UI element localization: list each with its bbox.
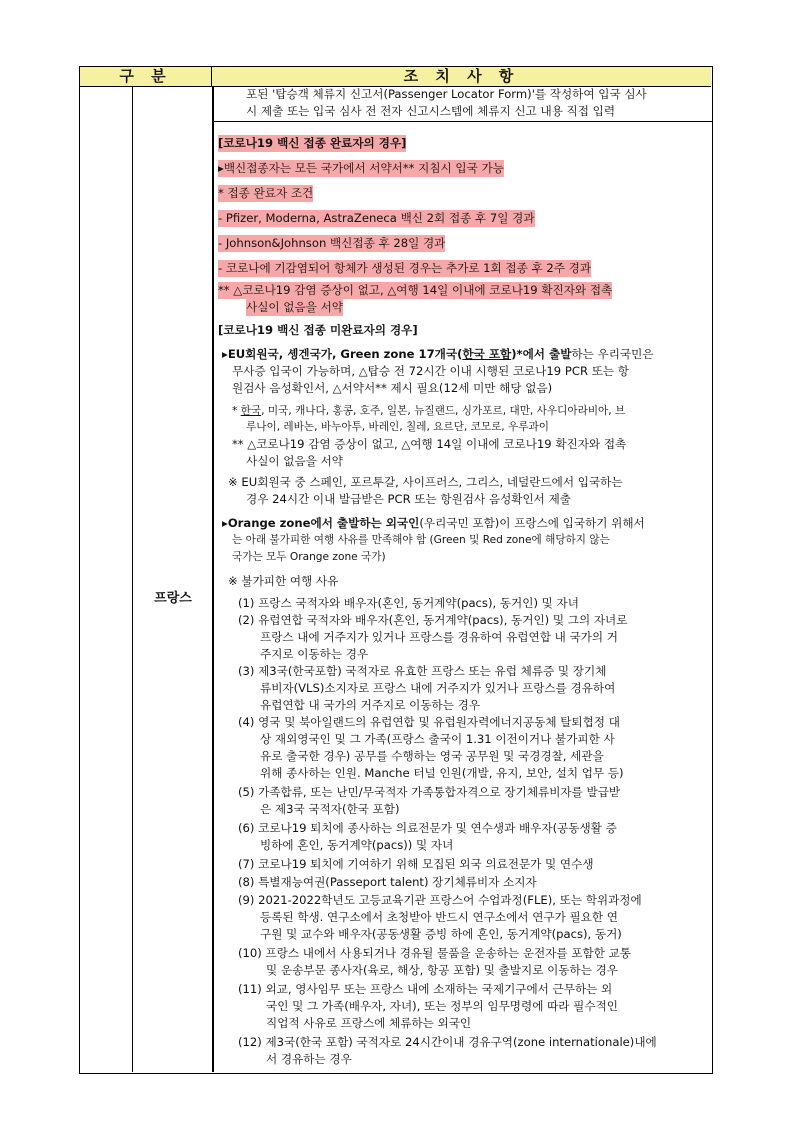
vaccinated-line-2: * 접종 완료자 조건 bbox=[218, 186, 314, 200]
top-line-1: 포된 '탑승객 체류지 신고서(Passenger Locator Form)'를 작성하여 입국 심사 bbox=[246, 87, 647, 101]
vaccinated-line-1: ▸백신접종자는 모든 국가에서 서약서** 지침시 입국 가능 bbox=[218, 161, 504, 175]
reason-line: (3) 제3국(한국포함) 국적자로 유효한 프랑스 또는 유럽 체류증 및 장기체 bbox=[238, 664, 607, 678]
orange-line-1-rest: (우리국민 포함)이 프랑스에 입국하기 위해서 bbox=[419, 516, 645, 530]
eu-line-1-rest: 하는 우리국민은 bbox=[571, 347, 654, 361]
reason-line: 유로 출국한 경우) 공무를 수행하는 영국 공무원 및 국경경찰, 세관을 bbox=[260, 749, 604, 763]
country-list-line-2: 루나이, 레바논, 바누아투, 바레인, 칠레, 요르단, 코모로, 우루과이 bbox=[246, 421, 549, 433]
reason-line: (8) 특별재능여권(Passeport talent) 장기체류비자 소지자 bbox=[238, 875, 537, 889]
eu-line-1 bbox=[222, 346, 654, 363]
country-list-star: * bbox=[232, 405, 241, 417]
reason-line: 직업적 사유로 프랑스에 체류하는 외국인 bbox=[266, 1016, 472, 1030]
vaccinated-line-5: - 코로나에 기감염되어 항체가 생성된 경우는 추가로 1회 접종 후 2주 경과 bbox=[218, 261, 592, 275]
reason-line: (12) 제3국(한국 포함) 국적자로 24시간이내 경유구역(zone internationale)내에 bbox=[238, 1035, 657, 1049]
vaccinated-line-4: - Johnson&Johnson 백신접종 후 28일 경과 bbox=[218, 236, 446, 250]
vaccinated-line-6: ** △코로나19 감염 증상이 없고, △여행 14일 이내에 코로나19 확진자와 접촉 bbox=[218, 283, 613, 297]
pledge-line-1: ** △코로나19 감염 증상이 없고, △여행 14일 이내에 코로나19 확진자와 접촉 bbox=[232, 437, 627, 451]
eu-note-line-1: ※ EU회원국 중 스페인, 포르투갈, 사이프러스, 그리스, 네덜란드에서 입국하는 bbox=[228, 475, 623, 489]
orange-line-1-bold: ▸Orange zone에서 출발하는 외국인 bbox=[222, 516, 420, 530]
reason-line: (9) 2021-2022학년도 고등교육기관 프랑스어 수업과정(FLE), 또는 학위과정에 bbox=[238, 893, 642, 907]
reason-line: 주지로 이동하는 경우 bbox=[260, 647, 369, 661]
reason-line: (5) 가족합류, 또는 난민/무국적자 가족통합자격으로 장기체류비자를 발급받 bbox=[238, 785, 621, 799]
reason-line: (2) 유럽연합 국적자와 배우자(혼인, 동거계약(pacs), 동거인) 및 그의 자녀로 bbox=[238, 613, 628, 627]
reason-line: 위해 종사하는 인원. Manche 터널 인원(개발, 유지, 보안, 설치 업무 등) bbox=[260, 766, 624, 780]
eu-line-2: 무사증 입국이 가능하며, △탑승 전 72시간 이내 시행된 코로나19 PCR 또는 항 bbox=[232, 364, 629, 378]
header-category: 구 분 bbox=[80, 67, 212, 87]
eu-line-1-bold-a: ▸EU회원국, 솅겐국가, Green zone 17개국( bbox=[222, 347, 463, 361]
reason-line: 류비자(VLS)소지자로 프랑스 내에 거주지가 있거나 프랑스를 경유하여 bbox=[260, 681, 616, 695]
reason-line: (4) 영국 및 북아일랜드의 유럽연합 및 유럽원자력에너지공동체 탈퇴협정 대 bbox=[238, 715, 620, 729]
reason-line: 구원 및 교수와 배우자(공동생활 증빙 하에 혼인, 동거계약(pacs), 동거) bbox=[260, 927, 622, 941]
reason-line: 서 경유하는 경우 bbox=[266, 1052, 352, 1066]
reasons-title: ※ 불가피한 여행 사유 bbox=[228, 574, 339, 588]
reason-line: 은 제3국 국적자(한국 포함) bbox=[260, 802, 400, 816]
orange-line-2: 는 아래 불가피한 여행 사유를 만족해야 함 (Green 및 Red zone에 해당하지 않는 bbox=[232, 534, 610, 546]
reason-line: 및 운송부문 종사자(육로, 해상, 항공 포함) 및 출발지로 이동하는 경우 bbox=[266, 963, 618, 977]
reason-line: 국인 및 그 가족(배우자, 자녀), 또는 정부의 임무명령에 따라 필수적인 bbox=[266, 999, 618, 1013]
column-divider-left bbox=[132, 87, 133, 1072]
eu-note-line-2: 경우 24시간 이내 발급받은 PCR 또는 항원검사 음성확인서 제출 bbox=[246, 492, 571, 506]
top-line-2: 시 제출 또는 입국 심사 전 전자 신고시스템에 체류지 신고 내용 직접 입력 bbox=[246, 104, 616, 118]
reason-line: 빙하에 혼인, 동거계약(pacs)) 및 자녀 bbox=[260, 838, 454, 852]
reason-line: 상 재외영국인 및 그 가족(프랑스 출국이 1.31 이전이거나 불가피한 사 bbox=[260, 732, 615, 746]
orange-line-3: 국가는 모두 Orange zone 국가) bbox=[232, 551, 386, 563]
reason-line: (11) 외교, 영사임무 또는 프랑스 내에 소재하는 국제기구에서 근무하는 외 bbox=[238, 982, 613, 996]
country-list-line-1 bbox=[232, 403, 625, 420]
row-divider bbox=[212, 121, 712, 122]
reason-line: (7) 코로나19 퇴치에 기여하기 위해 모집된 외국 의료전문가 및 연수생 bbox=[238, 857, 594, 871]
vaccinated-title: [코로나19 백신 접종 완료자의 경우] bbox=[218, 136, 407, 150]
pledge-line-2: 사실이 없음을 서약 bbox=[246, 454, 343, 468]
orange-line-1 bbox=[222, 515, 645, 532]
reason-line: (6) 코로나19 퇴치에 종사하는 의료전문가 및 연수생과 배우자(공동생활 증 bbox=[238, 821, 617, 835]
vaccinated-line-3: - Pfizer, Moderna, AstraZeneca 백신 2회 접종 후 7일 경과 bbox=[218, 211, 535, 225]
reason-line: 프랑스 내에 거주지가 있거나 프랑스를 경유하여 유럽연합 내 국가의 거 bbox=[260, 630, 618, 644]
reason-line: (1) 프랑스 국적자와 배우자(혼인, 동거계약(pacs), 동거인) 및 자녀 bbox=[238, 596, 579, 610]
eu-line-1-bold-b: )*에서 출발 bbox=[511, 347, 572, 361]
eu-line-3: 원검사 음성확인서, △서약서** 제시 필요(12세 미만 해당 없음) bbox=[232, 381, 553, 395]
reason-line: 등록된 학생. 연구소에서 초청받아 반드시 연구소에서 연구가 필요한 연 bbox=[260, 910, 618, 924]
header-measures: 조 치 사 항 bbox=[212, 67, 711, 87]
country-list-rest: , 미국, 캐나다, 홍콩, 호주, 일본, 뉴질랜드, 싱가포르, 대만, 사우디아라비아, 브 bbox=[261, 405, 626, 417]
country-list-korea: 한국 bbox=[240, 405, 262, 417]
vaccinated-line-7: 사실이 없음을 서약 bbox=[246, 300, 343, 314]
eu-line-1-korea: 한국 포함 bbox=[462, 347, 512, 361]
reason-line: (10) 프랑스 내에서 사용되거나 경유될 물품을 운송하는 운전자를 포함한 교통 bbox=[238, 946, 631, 960]
column-divider-right bbox=[212, 87, 214, 1072]
unvaccinated-title: [코로나19 백신 접종 미완료자의 경우] bbox=[218, 323, 418, 337]
country-label: 프랑스 bbox=[154, 591, 192, 606]
reason-line: 유럽연합 내 국가의 거주지로 이동하는 경우 bbox=[260, 698, 481, 712]
